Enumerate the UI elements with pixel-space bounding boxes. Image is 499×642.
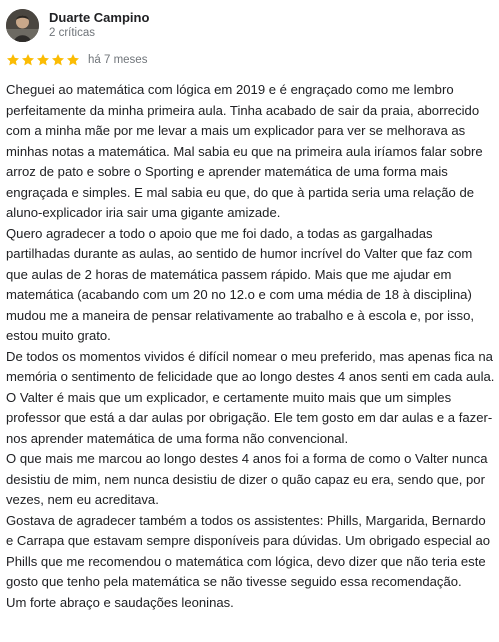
star-icon <box>21 53 35 67</box>
review-paragraph: De todos os momentos vividos é difícil nomear o meu preferido, mas apenas fica na memória o sentimento de felicidade que ao longo destes 4 anos senti em cada aula. <box>6 348 495 384</box>
star-rating <box>6 53 81 67</box>
review-paragraph: O Valter é mais que um explicador, e certamente muito mais que um simples professor que está a dar aulas por obrigação. Ele tem gosto em dar aulas e a fazer-nos aprender matemática de uma forma não convencional. <box>6 389 493 446</box>
review-paragraph: Um forte abraço e saudações leoninas. <box>6 594 234 610</box>
star-icon <box>36 53 50 67</box>
review-paragraph: O que mais me marcou ao longo destes 4 anos foi a forma de como o Valter nunca desistiu de mim, nem nunca desistiu de dizer o quão capaz eu era, sendo que, por vezes, nem eu acreditava. <box>6 451 488 507</box>
rating-row <box>6 52 147 68</box>
review-paragraph: Cheguei ao matemática com lógica em 2019 e é engraçado como me lembro perfeitamente da minha primeira aula. Tinha acabado de sair da praia, aborrecido com a minha mãe por me levar a mais um explicador para ver se melhorava as minhas notas a matemática. Mal sabia eu que na primeira aula iríamos falar sobre arroz de pato e sobre o Sporting e aprender matemática de uma forma mais engraçada e simples. E mal sabia eu que, do que à partida seria uma relação de aluno-explicador iria sair uma gigante amizade. <box>6 82 483 220</box>
author-review-count: 2 críticas <box>49 26 96 39</box>
review-date: há 7 meses <box>88 54 148 66</box>
star-icon <box>66 53 80 67</box>
author-name[interactable]: Duarte Campino <box>49 9 150 25</box>
star-icon <box>6 53 20 67</box>
star-icon <box>51 53 65 67</box>
review-paragraph: Quero agradecer a todo o apoio que me foi dado, a todas as gargalhadas partilhadas durante as aulas, ao sentido de humor incrível do Valter que faz com que aulas de 2 horas de matemática passem rápido. Mais que me ajudar em matemática (acabando com um 20 no 12.o e com uma média de 18 à disciplina) mudou me a maneira de pensar relativamente ao trabalho e à escola e, por isso, estou muito grato. <box>6 225 475 343</box>
review-text <box>6 80 496 613</box>
review-paragraph: Gostava de agradecer também a todos os assistentes: Phills, Margarida, Bernardo e Carrapa que estavam sempre disponíveis para dúvidas. Um obrigado especial ao Phills que me recomendou o matemática com lógica, devo dizer que não teria este gosto que tenho pela matemática se não tivesse seguido essa recomendação. <box>6 512 491 589</box>
review-header <box>6 6 149 44</box>
author-info <box>49 10 149 41</box>
profile-photo-icon[interactable] <box>6 9 39 42</box>
